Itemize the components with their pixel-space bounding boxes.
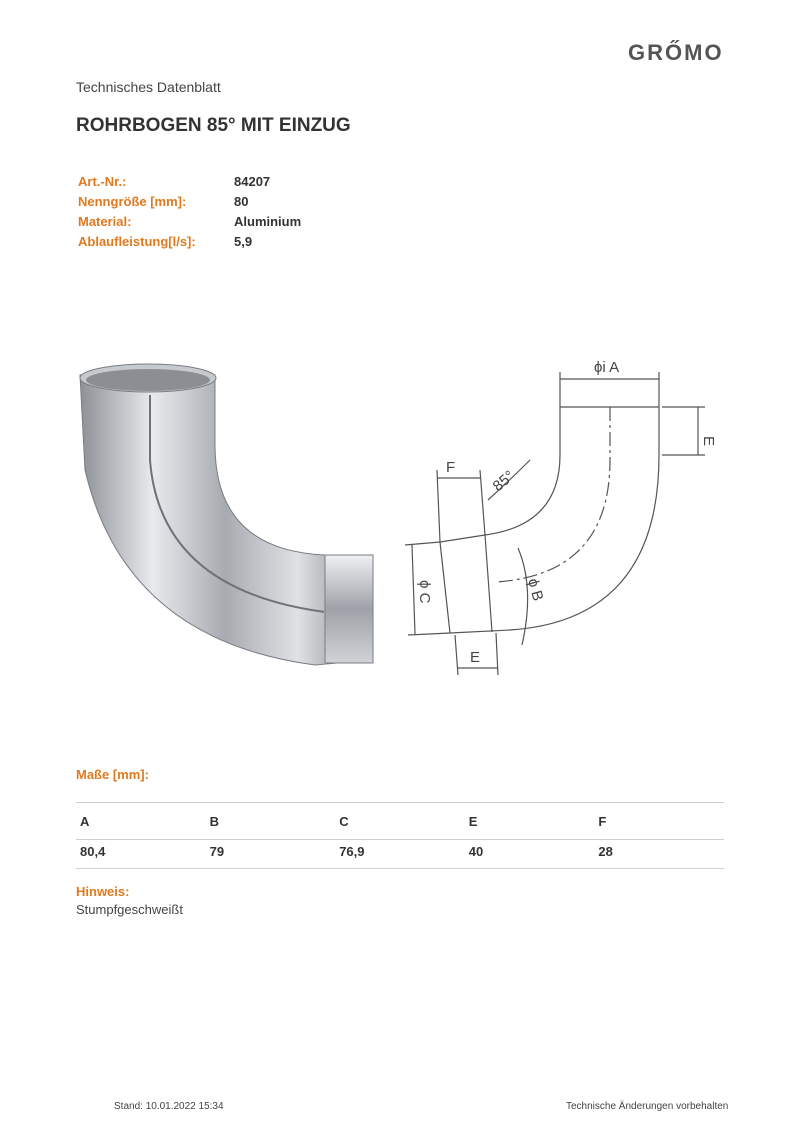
table-cell: 80,4 (80, 844, 106, 859)
table-cell: 40 (468, 844, 484, 859)
brand-logo: GRŐMO (628, 40, 724, 65)
drawing-label-f: F (446, 459, 456, 476)
spec-row-flow (78, 234, 301, 254)
spec-label: Ablaufleistung[l/s]: (78, 234, 196, 249)
spec-value: 80 (234, 194, 249, 209)
table-row (76, 839, 724, 869)
product-photo (70, 350, 390, 690)
drawing-label-e-bottom: E (470, 649, 481, 666)
note-label: Hinweis: (76, 884, 130, 899)
table-header-cell: F (598, 813, 607, 829)
note-text: Stumpfgeschweißt (76, 902, 183, 917)
table-cell: 79 (209, 844, 225, 859)
drawing-label-e-top: E (700, 436, 717, 447)
dimensions-table (76, 802, 724, 869)
drawing-label-c: ϕ C (416, 580, 433, 604)
footer-stand: Stand: 10.01.2022 15:34 (114, 1101, 224, 1112)
table-cell: 28 (598, 844, 613, 859)
dimensions-label: Maße [mm]: (76, 767, 149, 782)
spec-value: 84207 (234, 174, 271, 189)
table-header-cell: B (209, 813, 219, 829)
spec-value: Aluminium (234, 214, 302, 229)
spec-list (78, 174, 301, 254)
spec-label: Art.-Nr.: (78, 174, 127, 189)
spec-row-article (78, 174, 301, 194)
drawing-label-b: ϕ B (524, 576, 547, 603)
spec-label: Material: (78, 214, 132, 229)
drawing-label-angle: 85° (489, 467, 518, 496)
table-header-cell: E (468, 813, 478, 829)
table-header-row (76, 802, 724, 839)
spec-label: Nenngröße [mm]: (78, 194, 187, 209)
drawing-label-a: ϕi A (594, 359, 620, 376)
table-header-cell: A (80, 813, 90, 829)
spec-value: 5,9 (234, 234, 253, 249)
spec-row-material (78, 214, 301, 234)
table-header-cell: C (339, 813, 349, 829)
document-subtitle: Technisches Datenblatt (76, 79, 221, 95)
spec-row-size (78, 194, 301, 214)
footer-disclaimer: Technische Änderungen vorbehalten (566, 1101, 729, 1112)
product-title: ROHRBOGEN 85° MIT EINZUG (76, 115, 351, 136)
table-cell: 76,9 (339, 844, 365, 859)
technical-drawing (400, 350, 720, 680)
